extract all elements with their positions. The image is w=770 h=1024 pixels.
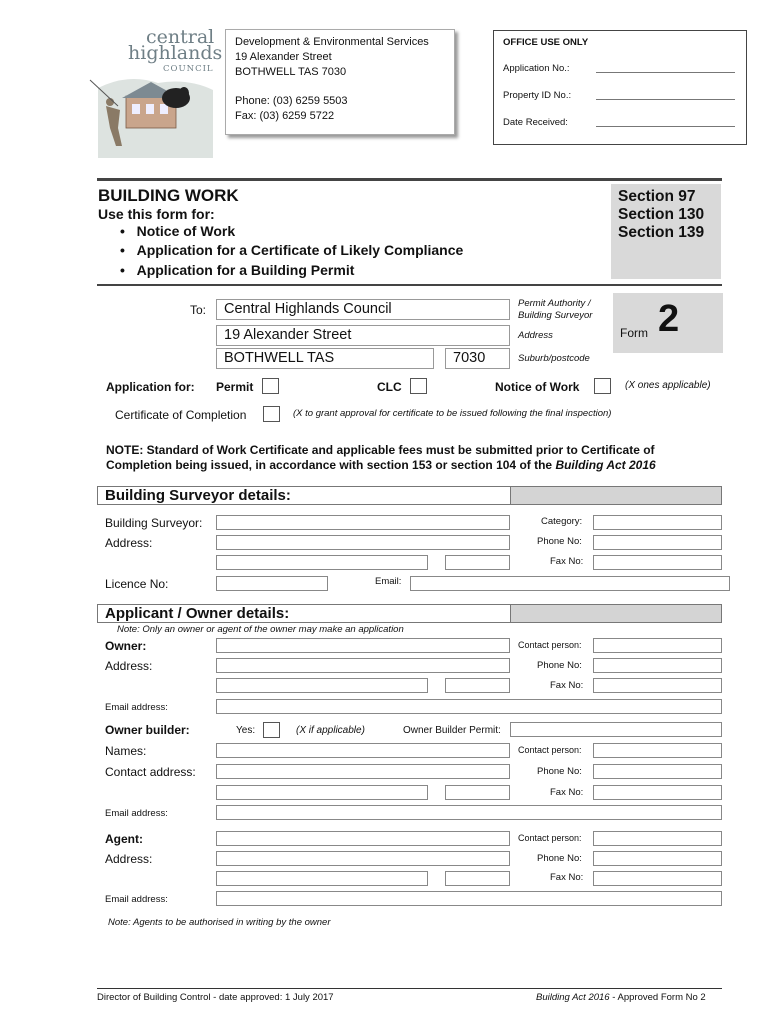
- cert-completion-label: Certificate of Completion: [115, 408, 247, 422]
- owner-contact-input[interactable]: [593, 638, 722, 653]
- surveyor-fax-label: Fax No:: [550, 556, 584, 567]
- agent-email-input[interactable]: [216, 891, 722, 906]
- council-postcode-field[interactable]: 7030: [445, 348, 510, 369]
- ob-address-input-1[interactable]: [216, 764, 510, 779]
- owner-builder-checkbox[interactable]: [263, 722, 280, 738]
- agent-fax-label: Fax No:: [550, 872, 584, 883]
- surveyor-licence-input[interactable]: [216, 576, 328, 591]
- header-fax: Fax: (03) 6259 5722: [235, 110, 335, 122]
- surveyor-name-label: Building Surveyor:: [105, 516, 203, 530]
- agent-note: Note: Agents to be authorised in writing by the owner: [108, 917, 331, 928]
- header-phone: Phone: (03) 6259 5503: [235, 95, 348, 107]
- form-number: 2: [658, 298, 680, 340]
- agent-label: Agent:: [105, 832, 143, 846]
- office-date-label: Date Received:: [503, 117, 568, 128]
- ob-address-input-2[interactable]: [216, 785, 428, 800]
- owner-builder-yes-label: Yes:: [236, 725, 256, 736]
- surveyor-postcode-input[interactable]: [445, 555, 510, 570]
- surveyor-address-input-2[interactable]: [216, 555, 428, 570]
- agent-postcode-input[interactable]: [445, 871, 510, 886]
- council-logo: [88, 18, 223, 158]
- surveyor-address-label: Address:: [105, 536, 153, 550]
- surveyor-name-input[interactable]: [216, 515, 510, 530]
- agent-name-input[interactable]: [216, 831, 510, 846]
- x-ones-applicable: (X ones applicable): [625, 380, 711, 391]
- ob-postcode-input[interactable]: [445, 785, 510, 800]
- surveyor-section-header: Building Surveyor details:: [97, 486, 722, 505]
- dept-name: Development & Environmental Services: [235, 36, 429, 48]
- applicant-note: Note: Only an owner or agent of the owner may make an application: [117, 624, 404, 635]
- notice-label: Notice of Work: [495, 380, 580, 394]
- bullet-clc: • Application for a Certificate of Likely Compliance: [120, 242, 464, 258]
- footer-rule: [97, 988, 722, 989]
- notice-checkbox[interactable]: [594, 378, 611, 394]
- note-act: Building Act 2016: [555, 458, 656, 472]
- section-130: Section 130: [618, 206, 705, 223]
- owner-name-input[interactable]: [216, 638, 510, 653]
- address-caption: Address: [518, 330, 553, 341]
- agent-contact-label: Contact person:: [518, 833, 582, 843]
- office-app-no-label: Application No.:: [503, 63, 570, 74]
- suburb-caption: Suburb/postcode: [518, 353, 590, 364]
- office-date-line[interactable]: [596, 126, 735, 127]
- owner-contact-label: Contact person:: [518, 640, 582, 650]
- agent-address-input-1[interactable]: [216, 851, 510, 866]
- owner-address-label: Address:: [105, 659, 153, 673]
- header-town: BOTHWELL TAS 7030: [235, 66, 347, 78]
- surveyor-phone-input[interactable]: [593, 535, 722, 550]
- note-line-2: Completion being issued, in accordance with section 153 or section 104 of the Building Act 2016: [106, 458, 656, 472]
- form-word: Form: [620, 326, 648, 340]
- office-property-line[interactable]: [596, 99, 735, 100]
- clc-checkbox[interactable]: [410, 378, 427, 394]
- ob-contact-input[interactable]: [593, 743, 722, 758]
- permit-authority-caption: Permit Authority /: [518, 298, 591, 309]
- owner-builder-if-applicable: (X if applicable): [296, 725, 365, 736]
- owner-address-input-1[interactable]: [216, 658, 510, 673]
- bullet-notice: • Notice of Work: [120, 223, 236, 239]
- agent-address-label: Address:: [105, 852, 153, 866]
- building-surveyor-caption: Building Surveyor: [518, 310, 593, 321]
- owner-email-label: Email address:: [105, 702, 168, 713]
- surveyor-licence-label: Licence No:: [105, 577, 169, 591]
- owner-address-input-2[interactable]: [216, 678, 428, 693]
- ob-contact-label: Contact person:: [518, 745, 582, 755]
- office-use-title: OFFICE USE ONLY: [503, 37, 589, 48]
- office-property-label: Property ID No.:: [503, 90, 572, 101]
- footer-left: Director of Building Control - date approved: 1 July 2017: [97, 992, 334, 1003]
- note-line-1: NOTE: Standard of Work Certificate and applicable fees must be submitted prior to Certificate of: [106, 443, 655, 457]
- owner-phone-input[interactable]: [593, 658, 722, 673]
- surveyor-category-label: Category:: [541, 516, 583, 527]
- surveyor-email-input[interactable]: [410, 576, 730, 591]
- surveyor-phone-label: Phone No:: [537, 536, 582, 547]
- surveyor-fax-input[interactable]: [593, 555, 722, 570]
- ob-phone-input[interactable]: [593, 764, 722, 779]
- logo-text-central: central: [146, 26, 215, 48]
- permit-label: Permit: [216, 380, 254, 394]
- council-name-field[interactable]: Central Highlands Council: [216, 299, 510, 320]
- owner-phone-label: Phone No:: [537, 660, 582, 671]
- applicant-section-header: Applicant / Owner details:: [97, 604, 722, 623]
- owner-builder-label: Owner builder:: [105, 723, 190, 737]
- footer-right: Building Act 2016 - Approved Form No 2: [536, 992, 706, 1003]
- ob-names-input[interactable]: [216, 743, 510, 758]
- form-title: BUILDING WORK: [98, 186, 239, 205]
- clc-label: CLC: [377, 380, 402, 394]
- agent-fax-input[interactable]: [593, 871, 722, 886]
- logo-text-council: COUNCIL: [163, 64, 214, 74]
- section-97: Section 97: [618, 188, 696, 205]
- owner-fax-label: Fax No:: [550, 680, 584, 691]
- surveyor-category-input[interactable]: [593, 515, 722, 530]
- office-app-no-line[interactable]: [596, 72, 735, 73]
- to-label: To:: [190, 303, 207, 317]
- ob-fax-label: Fax No:: [550, 787, 584, 798]
- section-139: Section 139: [618, 224, 705, 241]
- owner-builder-permit-input[interactable]: [510, 722, 722, 737]
- header-street: 19 Alexander Street: [235, 51, 332, 63]
- surveyor-address-input-1[interactable]: [216, 535, 510, 550]
- ob-phone-label: Phone No:: [537, 766, 582, 777]
- logo-text-highlands: highlands: [128, 42, 223, 64]
- cert-completion-checkbox[interactable]: [263, 406, 280, 422]
- owner-postcode-input[interactable]: [445, 678, 510, 693]
- agent-phone-input[interactable]: [593, 851, 722, 866]
- top-rule: [97, 178, 722, 181]
- ob-fax-input[interactable]: [593, 785, 722, 800]
- owner-builder-permit-label: Owner Builder Permit:: [403, 725, 501, 736]
- ob-names-label: Names:: [105, 744, 147, 758]
- surveyor-email-label: Email:: [375, 576, 402, 587]
- ob-contact-address-label: Contact address:: [105, 765, 196, 779]
- title-bottom-rule: [97, 284, 722, 286]
- cert-completion-note: (X to grant approval for certificate to be issued following the final inspection): [293, 408, 612, 419]
- council-town-field[interactable]: BOTHWELL TAS: [216, 348, 434, 369]
- use-this-form: Use this form for:: [98, 206, 215, 222]
- ob-email-input[interactable]: [216, 805, 722, 820]
- owner-label: Owner:: [105, 639, 147, 653]
- agent-phone-label: Phone No:: [537, 853, 582, 864]
- owner-fax-input[interactable]: [593, 678, 722, 693]
- permit-checkbox[interactable]: [262, 378, 279, 394]
- agent-address-input-2[interactable]: [216, 871, 428, 886]
- agent-email-label: Email address:: [105, 894, 168, 905]
- owner-email-input[interactable]: [216, 699, 722, 714]
- agent-contact-input[interactable]: [593, 831, 722, 846]
- council-street-field[interactable]: 19 Alexander Street: [216, 325, 510, 346]
- bullet-permit: • Application for a Building Permit: [120, 262, 355, 278]
- ob-email-label: Email address:: [105, 808, 168, 819]
- application-for-label: Application for:: [106, 380, 195, 394]
